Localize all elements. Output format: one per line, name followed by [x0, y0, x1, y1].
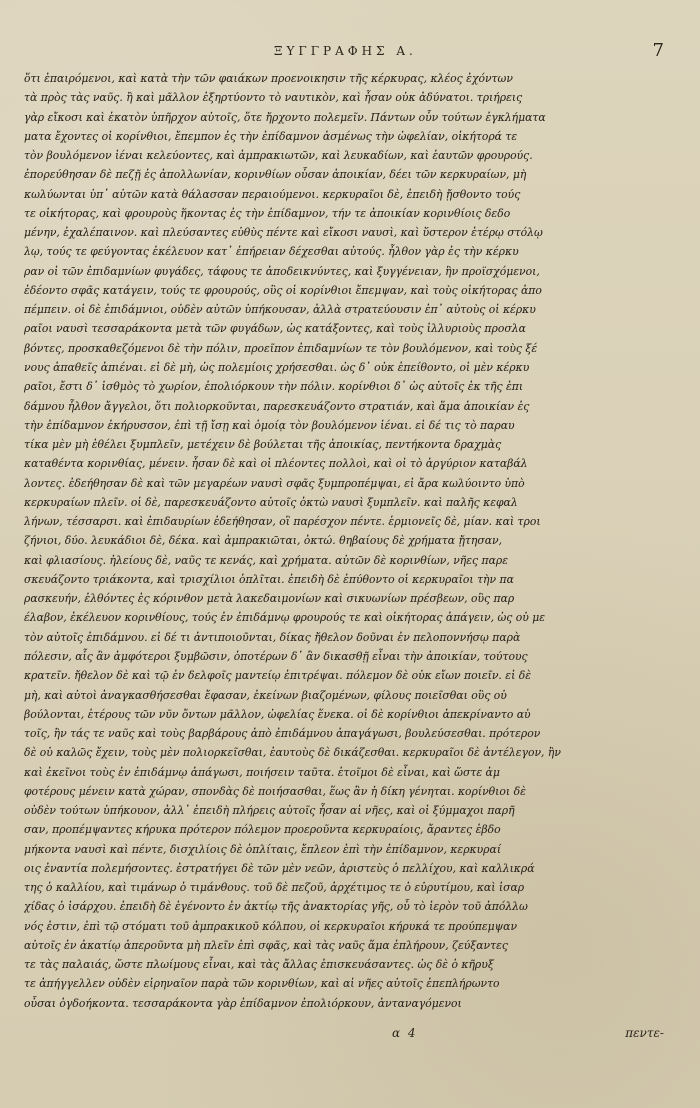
text-block — [24, 69, 678, 1009]
text-line: της ὁ καλλίου, καὶ τιμάνωρ ὁ τιμάνθους. τοῦ δὲ πεζοῦ, ἀρχέτιμος τε ὁ εὐρυτίμου, καὶ ἰσαρ — [24, 881, 525, 895]
text-line: τὴν ἐπίδαμνον ἐκήρυσσον, ἐπὶ τῇ ἴσῃ καὶ ὁμοίᾳ τὸν βουλόμενον ἰέναι. εἰ δέ τις τὸ παραυ — [24, 418, 515, 432]
text-line: ὅτι ἐπαιρόμενοι, καὶ κατὰ τὴν τῶν φαιάκων προενοικησιν τῆς κέρκυρας, κλέος ἐχόντων — [24, 72, 513, 85]
text-line: τοῖς, ἢν τάς τε ναῦς καὶ τοὺς βαρβάρους ἀπὸ ἐπιδάμνου ἀπαγάγωσι, βουλεύσεσθαι. πρότερον — [24, 727, 541, 741]
text-line: τὸν αὐτοῖς ἐπιδάμνου. εἰ δέ τι ἀντιποιοῦνται, δίκας ἤθελον δοῦναι ἐν πελοποννήσῳ παρὰ — [24, 630, 521, 644]
catchword: πεντε- — [625, 1026, 664, 1040]
text-line: πόλεσιν, αἷς ἂν ἀμφότεροι ξυμβῶσιν, ὁποτέρων δ᾽ ἂν δικασθῇ εἶναι τὴν ἀποικίαν, τούτους — [24, 649, 528, 663]
text-line: λήνων, τέσσαρσι. καὶ ἐπιδαυρίων ἐδεήθησαν, οἳ παρέσχον πέντε. ἑρμιονεῖς δὲ, μίαν. καὶ τροι — [24, 515, 541, 529]
text-line: καὶ ἐκεῖνοι τοὺς ἐν ἐπιδάμνῳ ἀπάγωσι, ποιήσειν ταῦτα. ἑτοῖμοι δὲ εἶναι, καὶ ὥστε ἀμ — [24, 765, 500, 779]
text-line: σαν, προπέμψαντες κήρυκα πρότερον πόλεμον προεροῦντα κερκυραίοις, ἄραντες ἑβδο — [24, 823, 501, 837]
text-line: κωλύωνται ὑπ᾽ αὐτῶν κατὰ θάλασσαν περαιούμενοι. κερκυραῖοι δὲ, ἐπειδὴ ᾔσθοντο τούς — [24, 187, 521, 201]
page-footer — [0, 1026, 700, 1048]
text-line: λῳ, τούς τε φεύγοντας ἐκέλευον κατ᾽ ἐπήρειαν δέχεσθαι αὐτούς. ἦλθον γὰρ ἐς τὴν κέρκυ — [24, 245, 519, 259]
text-line: κερκυραίων πλεῖν. οἱ δὲ, παρεσκευάζοντο αὐτοῖς ὀκτὼ ναυσὶ ξυμπλεῖν. καὶ παλῆς κεφαλ — [24, 495, 518, 509]
text-line: νους ἀπαθεῖς ἀπιέναι. εἰ δὲ μὴ, ὡς πολεμίοις χρήσεσθαι. ὡς δ᾽ οὐκ ἐπείθοντο, οἱ μὲν κέρκυ — [24, 360, 530, 374]
text-line: δάμνου ἦλθον ἄγγελοι, ὅτι πολιορκοῦνται, παρεσκευάζοντο στρατιάν, καὶ ἅμα ἀποικίαν ἐς — [24, 399, 530, 413]
text-line: ραῖοι, ἔστι δ᾽ ἰσθμὸς τὸ χωρίον, ἐπολιόρκουν τὴν πόλιν. κορίνθιοι δ᾽ ὡς αὐτοῖς ἐκ τῆς ἐπι — [24, 380, 524, 394]
text-line: κρατεῖν. ἤθελον δὲ καὶ τῷ ἐν δελφοῖς μαντείῳ ἐπιτρέψαι. πόλεμον δὲ οὐκ εἴων ποιεῖν. εἰ δὲ — [24, 669, 532, 683]
text-line: μένην, ἐχαλέπαινον. καὶ πλεύσαντες εὐθὺς πέντε καὶ εἴκοσι ναυσὶ, καὶ ὕστερον ἑτέρῳ στόλῳ — [24, 226, 543, 240]
text-line: δὲ οὐ καλῶς ἔχειν, τοὺς μὲν πολιορκεῖσθαι, ἑαυτοὺς δὲ δικάζεσθαι. κερκυραῖοι δὲ ἀντέλεγον, ἢν — [24, 746, 561, 760]
text-line: τε τὰς παλαιάς, ὥστε πλωίμους εἶναι, καὶ τὰς ἄλλας ἐπισκευάσαντες. ὡς δὲ ὁ κῆρυξ — [24, 958, 494, 972]
text-line: βόντες, προσκαθεζόμενοι δὲ τὴν πόλιν, προεῖπον ἐπιδαμνίων τε τὸν βουλόμενον, καὶ τοὺς ξέ — [24, 341, 538, 355]
text-line: ζήνιοι, δύο. λευκάδιοι δὲ, δέκα. καὶ ἀμπρακιῶται, ὀκτώ. θηβαίους δὲ χρήματα ᾔτησαν, — [24, 534, 503, 548]
text-line: έλαβον, ἐκέλευον κορινθίους, τούς ἐν ἐπιδάμνῳ φρουρούς τε καὶ οἰκήτορας ἀπάγειν, ὡς οὐ με — [24, 611, 546, 625]
text-line: ραῖοι ναυσὶ τεσσαράκοντα μετὰ τῶν φυγάδων, ὡς κατάξοντες, καὶ τοὺς ἰλλυριοὺς προσλα — [24, 322, 526, 336]
text-line: ρασκευήν, ἐλθόντες ἐς κόρινθον μετὰ λακεδαιμονίων καὶ σικυωνίων πρέσβεων, οὓς παρ — [24, 592, 515, 606]
text-line: ἐπορεύθησαν δὲ πεζῇ ἐς ἀπολλωνίαν, κορινθίων οὖσαν ἀποικίαν, δέει τῶν κερκυραίων, μὴ — [24, 168, 527, 182]
text-line: καὶ φλιασίους. ἠλείους δὲ, ναῦς τε κενάς, καὶ χρήματα. αὐτῶν δὲ κορινθίων, νῆες παρε — [24, 553, 509, 567]
page-number: 7 — [652, 40, 664, 61]
text-line: οὖσαι ὀγδοήκοντα. τεσσαράκοντα γὰρ ἐπίδαμνον ἐπολιόρκουν, ἀνταναγόμενοι — [24, 996, 462, 1010]
text-line: νός ἐστιν, ἐπὶ τῷ στόματι τοῦ ἀμπρακικοῦ κόλπου, οἱ κερκυραῖοι κήρυκά τε προύπεμψαν — [24, 919, 518, 933]
text-line: γὰρ εἴκοσι καὶ ἑκατὸν ὑπῆρχον αὐτοῖς, ὅτε ἤρχοντο πολεμεῖν. Πάντων οὖν τούτων ἐγκλήματα — [24, 110, 546, 124]
text-line: τὸν βουλόμενον ἰέναι κελεύοντες, καὶ ἀμπρακιωτῶν, καὶ λευκαδίων, καὶ ἑαυτῶν φρουρούς. — [24, 149, 533, 163]
text-line: βούλονται, ἑτέρους τῶν νῦν ὄντων μᾶλλον, ὠφελίας ἕνεκα. οἱ δὲ κορίνθιοι ἀπεκρίναντο αὐ — [24, 707, 531, 721]
text-line: χίδας ὁ ἰσάρχου. ἐπειδὴ δὲ ἐγένοντο ἐν ἀκτίῳ τῆς ἀνακτορίας γῆς, οὗ τὸ ἱερὸν τοῦ ἀπόλλω — [24, 900, 528, 914]
text-line: τὰ πρὸς τὰς ναῦς. ἢ καὶ μᾶλλον ἐξηρτύοντο τὸ ναυτικὸν, καὶ ἦσαν οὐκ ἀδύνατοι. τριήρεις — [24, 91, 523, 105]
text-line: ἐδέοντο σφᾶς κατάγειν, τούς τε φρουρούς, οὓς οἱ κορίνθιοι ἔπεμψαν, καὶ τοὺς οἰκήτορας ἀπο — [24, 283, 542, 297]
text-line: τίκα μὲν μὴ ἐθέλει ξυμπλεῖν, μετέχειν δὲ βούλεται τῆς ἀποικίας, πεντήκοντα δραχμὰς — [24, 438, 502, 452]
text-line: ραν οἱ τῶν ἐπιδαμνίων φυγάδες, τάφους τε ἀποδεικνύντες, καὶ ξυγγένειαν, ἣν προϊσχόμενοι, — [24, 264, 540, 278]
text-line: φοτέρους μένειν κατὰ χώραν, σπονδὰς δὲ ποιήσασθαι, ἕως ἂν ἡ δίκη γένηται. κορίνθιοι δὲ — [24, 784, 526, 798]
text-line: πέμπειν. οἱ δὲ ἐπιδάμνιοι, οὐδὲν αὐτῶν ὑπήκουσαν, ἀλλὰ στρατεύουσιν ἐπ᾽ αὐτοὺς οἱ κέρκυ — [24, 303, 536, 317]
text-line: σκευάζοντο τριάκοντα, καὶ τρισχίλιοι ὁπλῖται. ἐπειδὴ δὲ ἐπύθοντο οἱ κερκυραῖοι τὴν πα — [24, 572, 514, 586]
text-line: μὴ, καὶ αὐτοὶ ἀναγκασθήσεσθαι ἔφασαν, ἐκείνων βιαζομένων, φίλους ποιεῖσθαι οὓς οὐ — [24, 688, 507, 702]
running-head: ΞΥΓΓΡΑΦΗΣ Α. — [274, 44, 417, 58]
text-line: οὐδὲν τούτων ὑπήκουον, ἀλλ᾽ ἐπειδὴ πλήρεις αὐτοῖς ἦσαν αἱ νῆες, καὶ οἱ ξύμμαχοι παρῆ — [24, 804, 515, 818]
text-line: μήκοντα ναυσὶ καὶ πέντε, δισχιλίοις δὲ ὁπλίταις, ἔπλεον ἐπὶ τὴν ἐπίδαμνον, κερκυραί — [24, 842, 502, 856]
text-line: ματα ἔχοντες οἱ κορίνθιοι, ἔπεμπον ἐς τὴν ἐπίδαμνον ἀσμένως τὴν ὠφελίαν, οἰκήτορά τε — [24, 129, 518, 143]
text-line: αὐτοῖς ἐν ἀκατίῳ ἀπεροῦντα μὴ πλεῖν ἐπὶ σφᾶς, καὶ τὰς ναῦς ἅμα ἐπλήρουν, ζεύξαντες — [24, 938, 508, 952]
text-line: λοντες. ἐδεήθησαν δὲ καὶ τῶν μεγαρέων ναυσὶ σφᾶς ξυμπροπέμψαι, εἰ ἄρα κωλύοιντο ὑπὸ — [24, 476, 525, 490]
signature-mark: α 4 — [392, 1026, 418, 1040]
text-line: οις ἐναντία πολεμήσοντες. ἐστρατήγει δὲ τῶν μὲν νεῶν, ἀριστεὺς ὁ πελλίχου, καὶ καλλικρά — [24, 861, 535, 875]
text-line: τε οἰκήτορας, καὶ φρουροὺς ἥκοντας ἐς τὴν ἐπίδαμνον, τήν τε ἀποικίαν κορινθίοις δεδο — [24, 206, 511, 220]
text-line: καταθέντα κορινθίας, μένειν. ἦσαν δὲ καὶ οἱ πλέοντες πολλοὶ, καὶ οἱ τὸ ἀργύριον καταβάλ — [24, 457, 528, 471]
text-line: τε ἀπήγγελλεν οὐδὲν εἰρηναῖον παρὰ τῶν κορινθίων, καὶ αἱ νῆες αὐτοῖς ἐπεπλήρωντο — [24, 977, 500, 991]
